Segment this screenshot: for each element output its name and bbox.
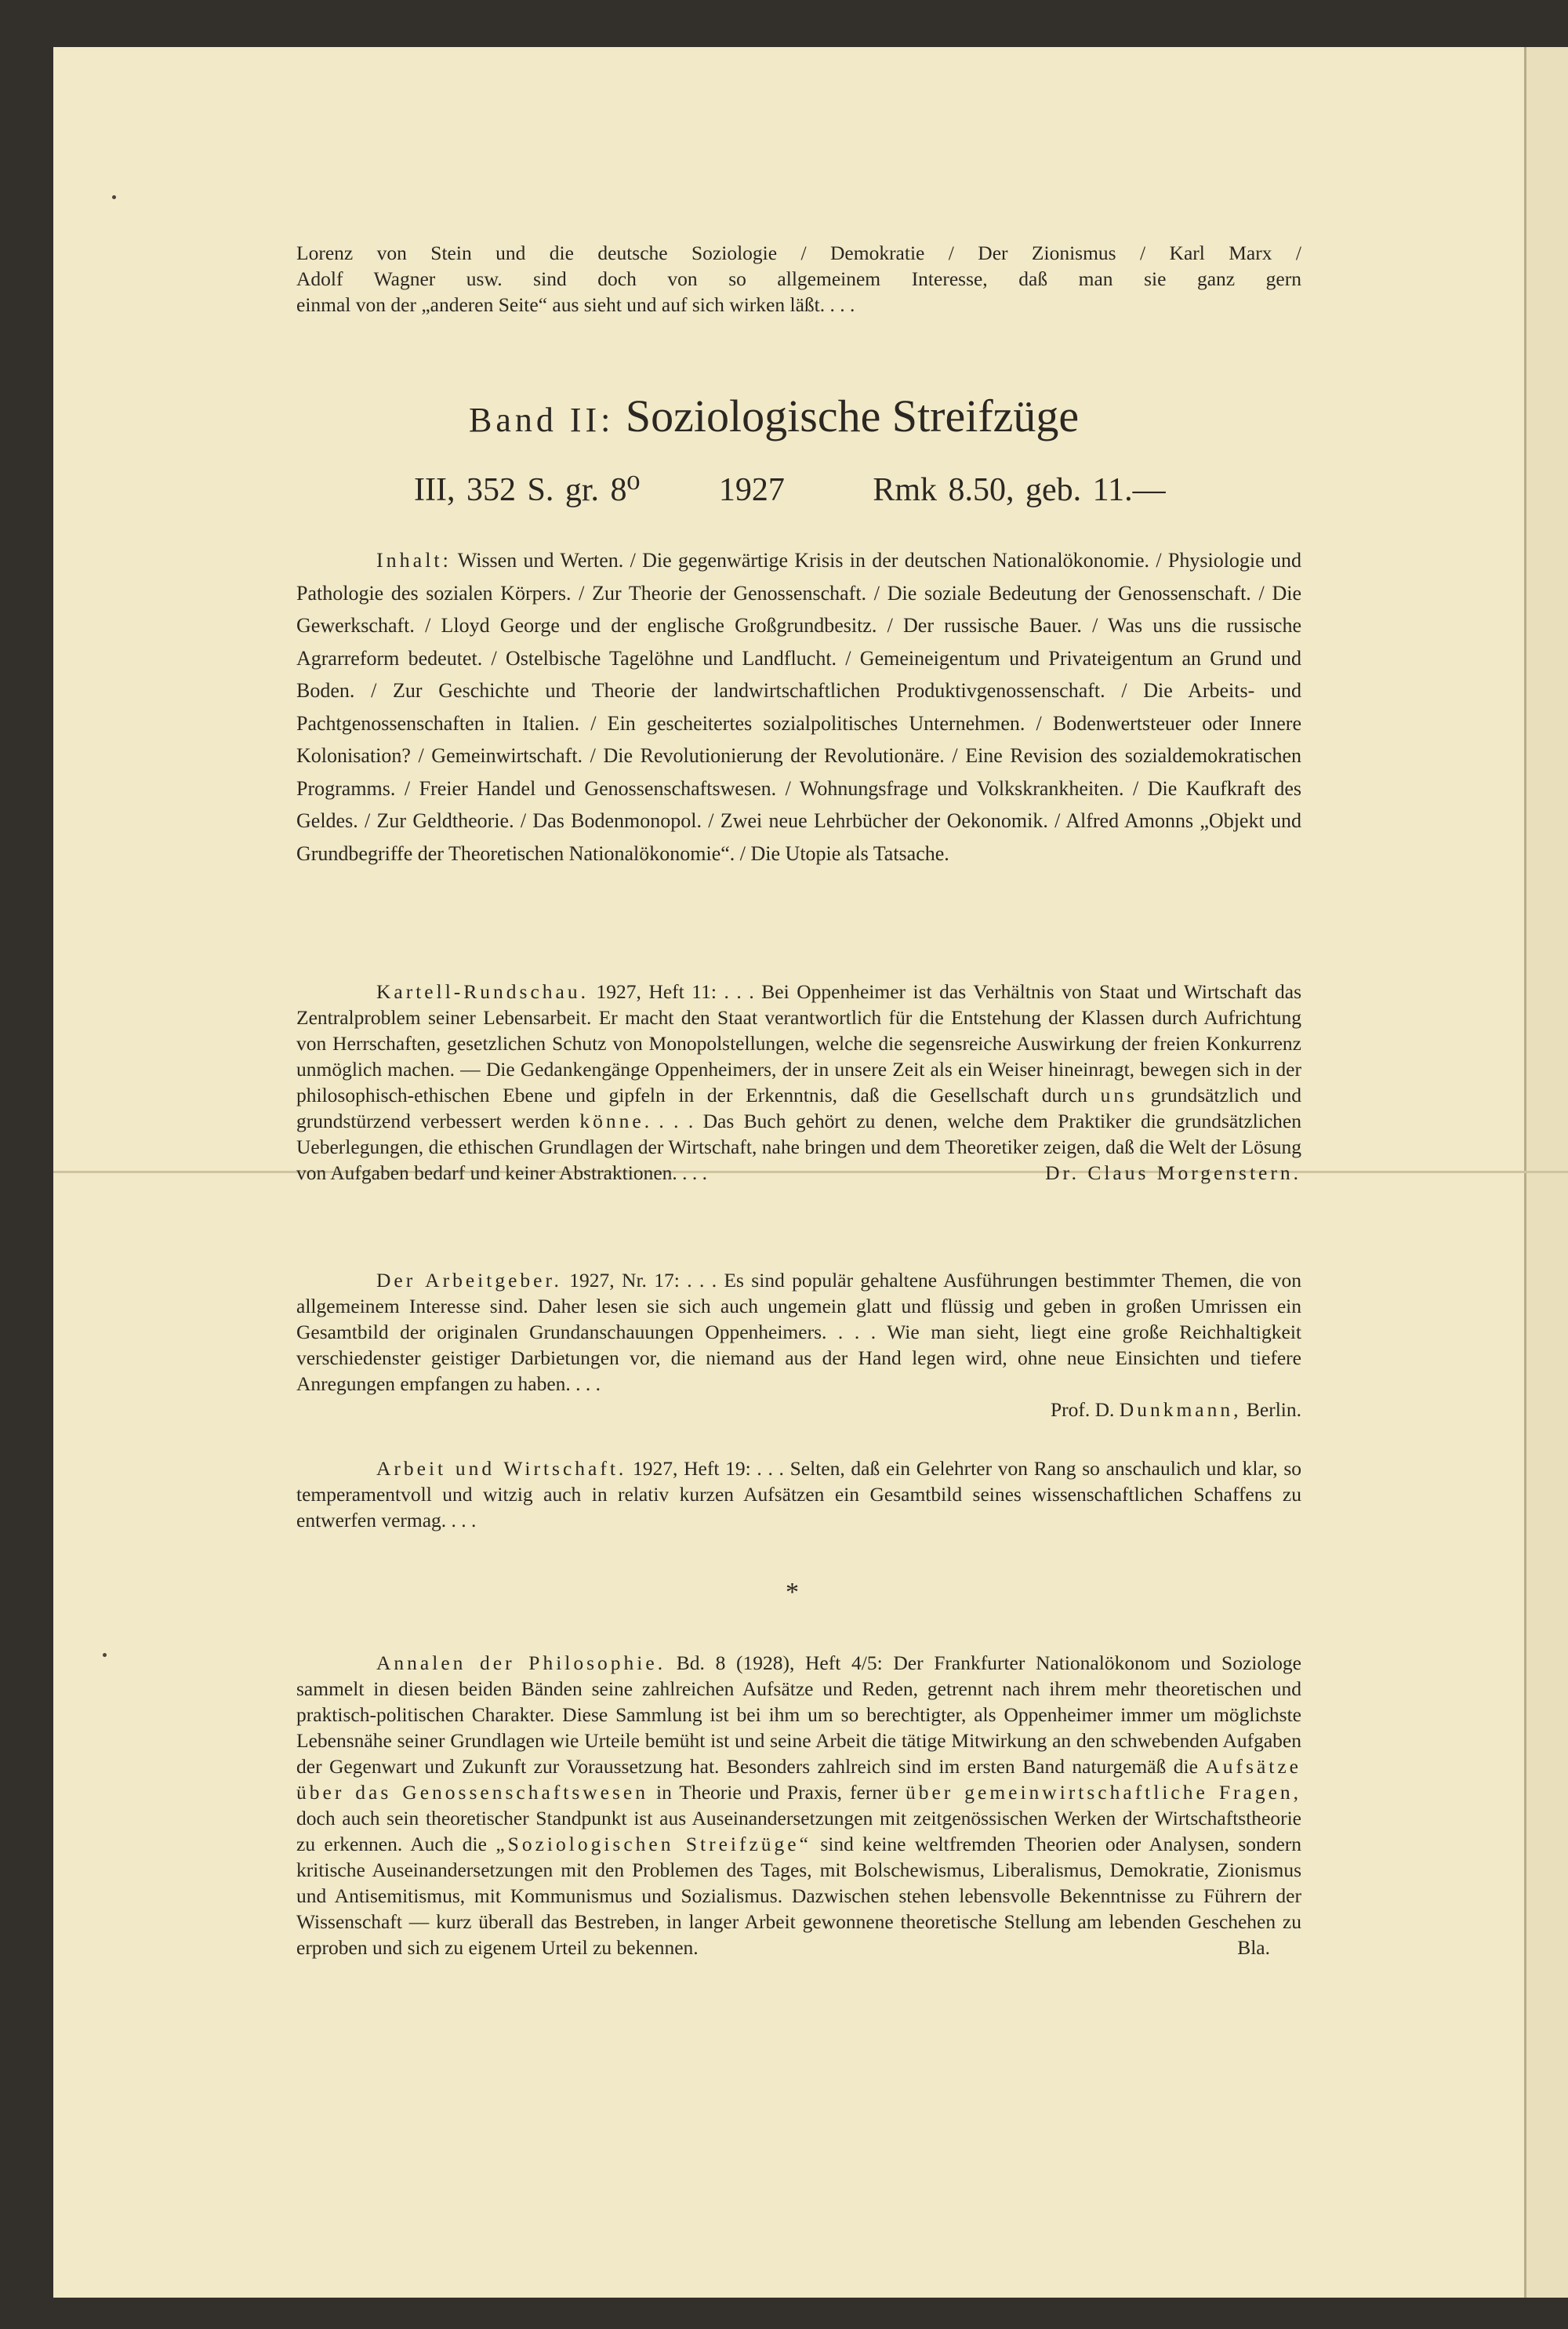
- review-source: Kartell-Rundschau.: [376, 980, 589, 1003]
- review-kartell: [296, 979, 1301, 1186]
- stain-dot: [103, 1653, 107, 1657]
- review-source: Annalen der Philosophie.: [376, 1651, 666, 1674]
- review-emphasis: über gemeinwirtschaftliche Fragen,: [905, 1781, 1302, 1804]
- intro-line: Lorenz von Stein und die deutsche Soziologie / Demokratie / Der Zionismus / Karl Marx /: [296, 242, 1301, 264]
- review-emphasis: „Soziologischen Streifzüge“: [495, 1833, 811, 1855]
- review-arbeit-wirtschaft: [296, 1455, 1301, 1533]
- review-signature: Dr. Claus Morgenstern.: [1045, 1161, 1301, 1184]
- review-text: Der Frankfurter Nationalökonom und Soziologe sammelt in diesen beiden Bänden seine zahlreichen Aufsätze und Reden, getrennt nach ihrem mehr theoretischen und praktisch-politischen Charakter. Diese Sammlung ist bei ihm um so berechtigter, als Oppenheimer immer um möglichste Lebensnähe seiner Grundlagen wie Urteile bemüht ist und seine Arbeit die tätige Mitwirkung an den schwebenden Aufgaben der Gegenwart und Zukunft zur Voraussetzung hat. Besonders zahlreich sind im ersten Band naturgemäß die: [296, 1651, 1301, 1778]
- signature-name: Dunkmann,: [1119, 1398, 1242, 1421]
- review-text: . . . Bei Oppenheimer ist das Verhältnis von Staat und Wirtschaft das Zentralproblem seiner Lebensarbeit. Er macht den Staat verantwortlich für die Entstehung der Klassen durch Aufrichtung von Herrschaften, gesetzlichen Schutz von Monopolstellungen, welche die segensreiche Auswirkung der freien Konkurrenz unmöglich machen. — Die Gedankengänge Oppenheimers, der in unsere Zeit als ein Weiser hineinragt, bewegen sich in der philosophisch-ethischen Ebene und gipfeln in der Erkenntnis, daß die Gesellschaft durch: [296, 980, 1301, 1106]
- volume-title: Soziologische Streifzüge: [625, 391, 1080, 441]
- review-text: . . . . Das Buch gehört zu denen, welche dem Praktiker die grundsätzlichen Ueberlegungen, die ethischen Grundlagen der Wirtschaft, nahe bringen und dem Theoretiker zeigen, daß die Welt der Lösung von Aufgaben bedarf und keiner Abstraktionen. . . .: [296, 1110, 1301, 1184]
- review-text: doch auch sein theoretischer Standpunkt ist aus Auseinandersetzungen mit zeitgenössischen Werken der Wirtschaftstheorie zu erkennen. Auch die: [296, 1807, 1301, 1855]
- volume-label: Band II:: [469, 401, 615, 439]
- review-text: . . . Es sind populär gehaltene Ausführungen bestimmter Themen, die von allgemeinem Interesse sind. Daher lesen sie sich auch ungemein glatt und flüssig und geben in großen Umrissen ein Gesamtbild der originalen Grundanschauungen Oppenheimers. . . . Wie man sieht, liegt eine große Reichhaltigkeit verschiedenster geistiger Darbietungen vor, die niemand aus der Hand legen wird, ohne neue Einsichten und tiefere Anregungen empfangen zu haben. . . .: [296, 1269, 1302, 1395]
- review-paragraph: [296, 1267, 1301, 1397]
- volume-price: Rmk 8.50, geb. 11.—: [873, 472, 1166, 508]
- section-separator: *: [786, 1578, 799, 1607]
- intro-block: [296, 240, 1301, 318]
- review-issue: 1927, Heft 19:: [633, 1457, 751, 1480]
- review-text: grundsätzlich und grundstürzend verbessert werden: [296, 1084, 1302, 1132]
- contents-label: Inhalt:: [376, 549, 452, 572]
- volume-meta: [414, 471, 1166, 510]
- review-text: in Theorie und Praxis, ferner: [656, 1781, 898, 1804]
- signature-title: Prof. D.: [1050, 1398, 1115, 1421]
- review-emphasis: könne: [579, 1110, 644, 1132]
- review-paragraph: [296, 1650, 1301, 1960]
- review-issue: 1927, Heft 11:: [596, 980, 717, 1003]
- review-source: Arbeit und Wirtschaft.: [376, 1457, 627, 1480]
- volume-pages: III, 352 S. gr. 8⁰: [414, 472, 641, 508]
- signature-place: Berlin.: [1246, 1398, 1301, 1421]
- review-text: sind keine weltfremden Theorien oder Analysen, sondern kritische Auseinandersetzungen mit den Problemen des Tages, mit Bolschewismus, Liberalismus, Demokratie, Zionismus und Antisemitismus, mit Kommunismus und Sozialismus. Dazwischen stehen lebensvolle Bekenntnisse zu Führern der Wissenschaft — kurz überall das Bestreben, in langer Arbeit gewonnene theoretische Stellung am lebenden Geschehen zu erproben und sich zu eigenem Urteil zu bekennen.: [296, 1833, 1302, 1959]
- review-signature: [296, 1397, 1301, 1422]
- review-emphasis: uns: [1100, 1084, 1138, 1106]
- review-text: . . . Selten, daß ein Gelehrter von Rang so anschaulich und klar, so temperamentvoll und witzig auch in relativ kurzen Aufsätzen ein Gesamtbild seines wissenschaftlichen Schaffens zu entwerfen vermag. . . .: [296, 1457, 1301, 1531]
- contents-paragraph: [296, 544, 1301, 870]
- stain-dot: [112, 195, 116, 199]
- review-arbeitgeber: [296, 1267, 1301, 1422]
- review-paragraph: [296, 979, 1301, 1186]
- review-issue: Bd. 8 (1928), Heft 4/5:: [676, 1651, 883, 1674]
- review-source: Der Arbeitgeber.: [376, 1269, 562, 1292]
- review-emphasis: Aufsätze über das Genossenschaftswesen: [296, 1755, 1301, 1804]
- review-issue: 1927, Nr. 17:: [569, 1269, 680, 1292]
- intro-line: einmal von der „anderen Seite“ aus sieht und auf sich wirken läßt. . . .: [296, 293, 855, 316]
- contents-block: [296, 544, 1301, 870]
- review-signature: Bla.: [1237, 1936, 1270, 1959]
- contents-text: Wissen und Werten. / Die gegenwärtige Krisis in der deutschen Nationalökonomie. / Physiologie und Pathologie des sozialen Körpers. / Zur Theorie der Genossenschaft. / Die soziale Bedeutung der Genossenschaft. / Die Gewerkschaft. / Lloyd George und der englische Großgrundbesitz. / Der russische Bauer. / Was uns die russische Agrarreform bedeutet. / Ostelbische Tagelöhne und Landflucht. / Gemeineigentum und Privateigentum an Grund und Boden. / Zur Geschichte und Theorie der landwirtschaftlichen Produktivgenossenschaft. / Die Arbeits- und Pachtgenossenschaften in Italien. / Ein gescheitertes sozialpolitisches Unternehmen. / Bodenwertsteuer oder Innere Kolonisation? / Gemeinwirtschaft. / Die Revolutionierung der Revolutionäre. / Eine Revision des sozialdemokratischen Programms. / Freier Handel und Genossenschaftswesen. / Wohnungsfrage und Volkskrankheiten. / Die Kaufkraft des Geldes. / Zur Geldtheorie. / Das Bodenmonopol. / Zwei neue Lehrbücher der Oekonomik. / Alfred Amonns „Objekt und Grundbegriffe der Theoretischen Nationalökonomie“. / Die Utopie als Tatsache.: [296, 549, 1301, 865]
- volume-heading: [469, 389, 1079, 448]
- review-paragraph: [296, 1455, 1301, 1533]
- volume-year: 1927: [718, 472, 785, 508]
- intro-line: Adolf Wagner usw. sind doch von so allgemeinem Interesse, daß man sie ganz gern: [296, 267, 1301, 290]
- review-annalen: [296, 1650, 1301, 1960]
